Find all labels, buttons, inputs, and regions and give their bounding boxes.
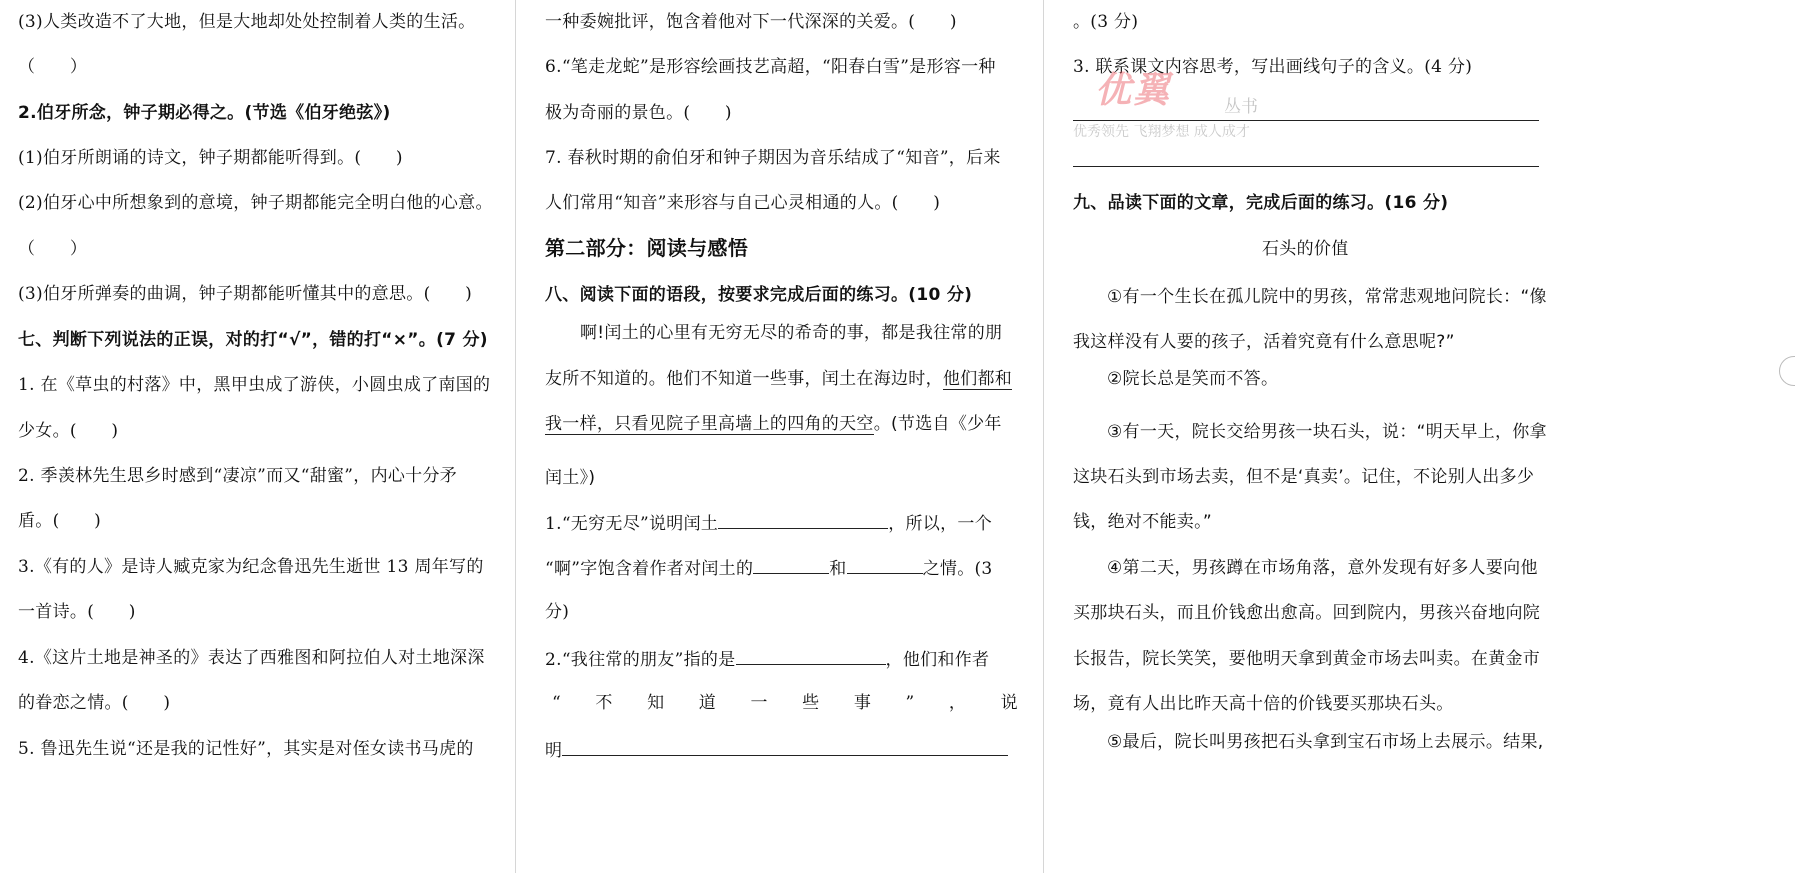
question-text: 2.“我往常的朋友”指的是 xyxy=(545,650,736,670)
question-line xyxy=(545,510,992,536)
text-line: (3)人类改造不了大地，但是大地却处处控制着人类的生活。 xyxy=(18,12,476,32)
question-char: 知 xyxy=(647,693,665,713)
text-line: 6.“笔走龙蛇”是形容绘画技艺高超，“阳春白雪”是形容一种 xyxy=(545,57,996,77)
underlined-sentence: 他们都和 xyxy=(942,369,1013,389)
question-text: 之情。(3 xyxy=(922,559,993,579)
answer-blank[interactable] xyxy=(562,737,1008,756)
answer-blank[interactable] xyxy=(736,646,886,665)
question-char: 说 xyxy=(1000,693,1018,713)
text-line: 7. 春秋时期的俞伯牙和钟子期因为音乐结成了“知音”，后来 xyxy=(545,148,1001,168)
text-line: 。(3 分) xyxy=(1073,12,1139,32)
question-char: 不 xyxy=(595,693,613,713)
text-line: 4.《这片土地是神圣的》表达了西雅图和阿拉伯人对土地深深 xyxy=(18,648,485,668)
text-line: 3.《有的人》是诗人臧克家为纪念鲁迅先生逝世 13 周年写的 xyxy=(18,557,484,577)
text-line: 5. 鲁迅先生说“还是我的记性好”，其实是对侄女读书马虎的 xyxy=(18,739,474,759)
question-char: ” xyxy=(905,693,915,713)
question-text: ，所以，一个 xyxy=(888,514,993,534)
section-heading: 八、阅读下面的语段，按要求完成后面的练习。(10 分) xyxy=(545,285,973,305)
passage-source: 。(节选自《少年 xyxy=(873,414,1002,434)
passage-line xyxy=(545,412,1002,436)
answer-blank[interactable] xyxy=(847,555,923,574)
text-line: 人们常用“知音”来形容与自己心灵相通的人。( ) xyxy=(545,193,941,213)
article-title: 石头的价值 xyxy=(1262,239,1349,259)
question-line: 分) xyxy=(545,602,570,622)
watermark-slogan: 优秀领先 飞翔梦想 成人成才 xyxy=(1073,124,1250,140)
text-line: 一种委婉批评，饱含着他对下一代深深的关爱。( ) xyxy=(545,12,957,32)
article-line: 钱，绝对不能卖。” xyxy=(1073,512,1213,532)
text-line: 少女。( ) xyxy=(18,421,119,441)
article-line: ①有一个生长在孤儿院中的男孩，常常悲观地问院长：“像 xyxy=(1107,287,1547,307)
side-handle-icon[interactable] xyxy=(1779,356,1795,386)
text-line: (3)伯牙所弹奏的曲调，钟子期都能听懂其中的意思。( ) xyxy=(18,284,473,304)
passage-line: 闰土》) xyxy=(545,468,596,488)
column-left xyxy=(0,0,515,873)
text-line: (1)伯牙所朗诵的诗文，钟子期都能听得到。( ) xyxy=(18,148,403,168)
text-line: (2)伯牙心中所想象到的意境，钟子期都能完全明白他的心意。 xyxy=(18,193,493,213)
answer-line[interactable] xyxy=(1073,120,1539,121)
part-heading: 第二部分：阅读与感悟 xyxy=(545,236,748,260)
article-line: 我这样没有人要的孩子，活着究竟有什么意思呢?” xyxy=(1073,332,1455,352)
question-char: 事 xyxy=(853,693,872,713)
text-line: 1. 在《草虫的村落》中，黑甲虫成了游侠，小圆虫成了南国的 xyxy=(18,375,491,395)
question-text: 明 xyxy=(545,741,563,761)
answer-line[interactable] xyxy=(1073,166,1539,167)
column-right xyxy=(1044,0,1795,873)
article-line: ②院长总是笑而不答。 xyxy=(1107,369,1279,389)
article-line: 买那块石头，而且价钱愈出愈高。回到院内，男孩兴奋地向院 xyxy=(1073,603,1541,623)
article-line: ③有一天，院长交给男孩一块石头，说：“明天早上，你拿 xyxy=(1107,422,1547,442)
article-line: 长报告，院长笑笑，要他明天拿到黄金市场去叫卖。在黄金市 xyxy=(1073,649,1541,669)
question-char: “ xyxy=(552,693,561,713)
question-char: ， xyxy=(948,693,967,713)
question-char: 些 xyxy=(802,693,820,713)
watermark-series: 丛书 xyxy=(1224,97,1258,117)
article-line: ④第二天，男孩蹲在市场角落，意外发现有好多人要向他 xyxy=(1107,558,1538,578)
question-text: “啊”字饱含着作者对闰土的 xyxy=(545,559,754,579)
article-line: 场，竟有人出比昨天高十倍的价钱要买那块石头。 xyxy=(1073,694,1454,714)
underlined-sentence: 我一样，只看见院子里高墙上的四角的天空 xyxy=(545,414,874,434)
article-line: 这块石头到市场去卖，但不是‘真卖’。记住，不论别人出多少 xyxy=(1073,467,1535,487)
passage-text: 友所不知道的。他们不知道一些事，闰土在海边时， xyxy=(545,369,943,389)
question-text: 和 xyxy=(829,559,847,579)
text-line: 极为奇丽的景色。( ) xyxy=(545,103,732,123)
question-line xyxy=(545,646,989,672)
question-line: 3. 联系课文内容思考，写出画线句子的含义。(4 分) xyxy=(1073,57,1473,77)
passage-line: 啊!闰土的心里有无穷无尽的希奇的事，都是我往常的朋 xyxy=(580,323,1003,343)
answer-paren: （ ） xyxy=(18,57,88,77)
question-line xyxy=(545,555,993,581)
question-text: ，他们和作者 xyxy=(885,650,990,670)
question-char: 道 xyxy=(698,693,717,713)
answer-blank[interactable] xyxy=(753,555,829,574)
watermark-logo: 优翼 xyxy=(1095,70,1172,111)
passage-line xyxy=(545,367,1012,391)
column-middle xyxy=(516,0,1043,873)
text-line: 2. 季羡林先生思乡时感到“凄凉”而又“甜蜜”，内心十分矛 xyxy=(18,466,458,486)
question-line-spread xyxy=(552,691,1018,715)
answer-paren: （ ） xyxy=(18,239,88,259)
text-line: 一首诗。( ) xyxy=(18,602,136,622)
question-char: 一 xyxy=(750,693,768,713)
text-line: 的眷恋之情。( ) xyxy=(18,693,171,713)
question-text: 1.“无穷无尽”说明闰土 xyxy=(545,514,719,534)
article-line: ⑤最后，院长叫男孩把石头拿到宝石市场上去展示。结果, xyxy=(1107,732,1544,752)
text-line: 盾。( ) xyxy=(18,511,102,531)
section-heading: 七、判断下列说法的正误，对的打“√”，错的打“×”。(7 分) xyxy=(18,330,488,350)
answer-blank[interactable] xyxy=(718,510,888,529)
question-line xyxy=(545,737,1008,763)
question-heading: 2.伯牙所念，钟子期必得之。(节选《伯牙绝弦》) xyxy=(18,103,391,123)
section-heading: 九、品读下面的文章，完成后面的练习。(16 分) xyxy=(1073,193,1449,213)
